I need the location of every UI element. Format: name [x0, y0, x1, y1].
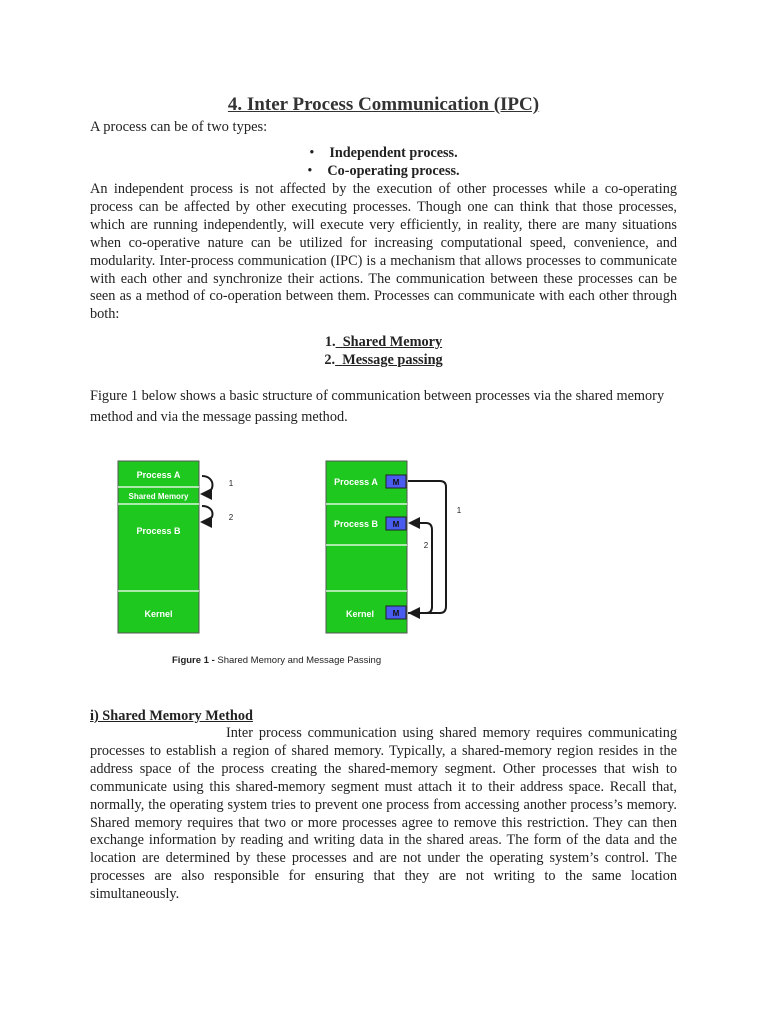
body-paragraph: An independent process is not affected by the execution of other processes while a co-operating process can be affected by other executing processes. Though one can think that those processes, which are running independently, will execute very efficiently, in reality, there are many situations when co-operative nature can be utilized for increasing computational speed, convenience, and modularity. Inter-process communication (IPC) is a mechanism that allows processes to communicate with each other and synchronize their actions. The communication between these processes can be seen as a method of co-operation between them. Processes can communicate with each other through both:: [90, 181, 677, 323]
list-item: • Co-operating process.: [307, 162, 460, 179]
svg-text:M: M: [392, 478, 400, 487]
bullet-icon: •: [307, 162, 313, 179]
process-b-label: Process B: [333, 519, 379, 529]
list-item: 2. Message passing: [324, 352, 443, 368]
step-1-label: 1: [456, 506, 462, 515]
section-body: Inter process communication using shared memory requires communicating processes to establish a region of shared memory. Typically, a shared-memory region resides in the address space of the process creating the shared-memory segment. Other processes that wish to communicate using this shared-memory segment must attach it to their address space. Recall that, normally, the operating system tries to prevent one process from accessing another process’s memory. Shared memory requires that two or more processes agree to remove this restriction. They can then exchange information by reading and writing data in the shared areas. The form of the data and the location are determined by these processes and are not under the operating system’s control. The processes are also responsible for ensuring that they are not writing to the same location simultaneously.: [90, 725, 677, 903]
page-title: 4. Inter Process Communication (IPC): [227, 94, 540, 115]
list-item: • Independent process.: [309, 145, 458, 161]
receive-arrow-icon: [408, 523, 432, 613]
ipc-diagram: [90, 450, 677, 650]
process-a-label: Process A: [334, 477, 378, 487]
step-1-label: 1: [228, 479, 234, 488]
bullet-icon: •: [309, 145, 315, 161]
kernel-label: Kernel: [144, 609, 173, 619]
list-item: 1. Shared Memory: [324, 334, 443, 350]
process-type-list: [90, 145, 677, 180]
kernel-label: Kernel: [345, 609, 375, 619]
method-list: [90, 333, 677, 369]
process-b-label: Process B: [136, 526, 181, 536]
section-heading: i) Shared Memory Method: [90, 708, 253, 724]
shared-memory-diagram: [118, 461, 234, 633]
process-a-label: Process A: [136, 470, 181, 480]
figure-caption: Figure 1 - Shared Memory and Message Passing: [172, 655, 382, 666]
step-2-label: 2: [228, 513, 234, 522]
read-arrow-icon: [202, 506, 213, 522]
figure-1: [90, 450, 677, 675]
svg-text:M: M: [392, 520, 400, 529]
write-arrow-icon: [202, 476, 213, 494]
intro-text: A process can be of two types:: [90, 119, 268, 135]
shared-memory-label: Shared Memory: [128, 492, 189, 501]
svg-text:M: M: [392, 609, 400, 618]
step-2-label: 2: [423, 541, 429, 550]
message-passing-diagram: [326, 461, 462, 633]
figure-intro-text: Figure 1 below shows a basic structure of communication between processes via the shared memory method and via the message passing method.: [90, 388, 665, 425]
